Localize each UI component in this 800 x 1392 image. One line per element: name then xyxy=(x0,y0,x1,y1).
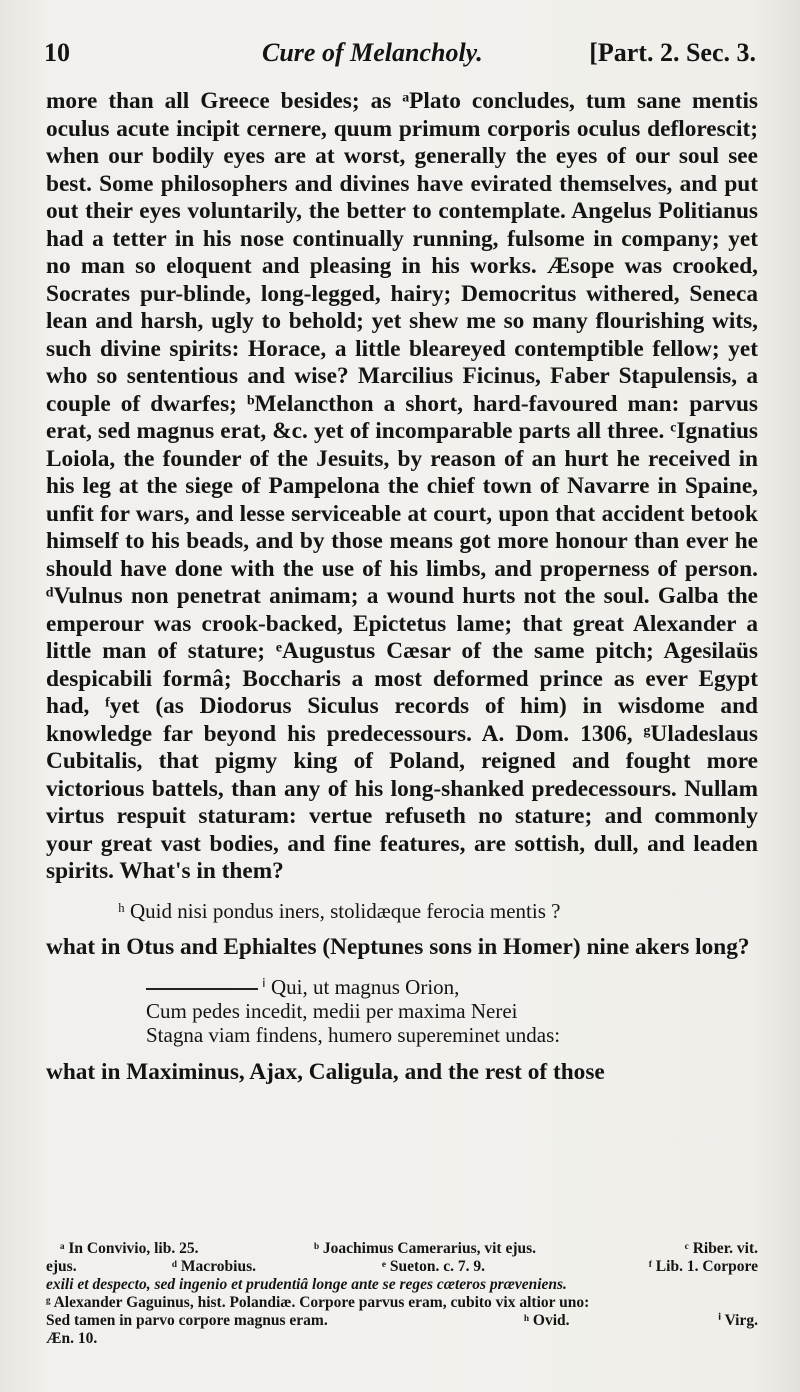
verse-line-3: Stagna viam findens, humero supereminet undas: xyxy=(146,1023,561,1047)
running-header xyxy=(44,34,756,74)
footnote-line-4 xyxy=(46,1294,758,1312)
verse-quote-virgil xyxy=(146,975,758,1047)
footnote-line-5 xyxy=(46,1312,758,1330)
footnote-e: ᵉ Sueton. c. 7. 9. xyxy=(382,1258,486,1275)
footnote-line-3 xyxy=(46,1276,758,1294)
verse-line-2: Cum pedes incedit, medii per maxima Nerei xyxy=(146,999,518,1023)
footnote-h: ʰ Ovid. xyxy=(524,1312,570,1329)
footnote-a: ᵃ In Convivio, lib. 25. xyxy=(60,1240,199,1257)
main-text xyxy=(46,88,758,1087)
footnote-f-cont: exili et despecto, sed ingenio et prudentiâ longe ante se reges cæteros præveniens. xyxy=(46,1276,567,1293)
verse-quote-ovid: ʰ Quid nisi pondus iners, stolidæque ferocia mentis ? xyxy=(118,898,561,923)
verse-line-1: ⁱ Qui, ut magnus Orion, xyxy=(146,975,758,999)
footnote-b: ᵇ Joachimus Camerarius, vit ejus. xyxy=(314,1240,537,1257)
footnote-i-cont: Æn. 10. xyxy=(46,1330,98,1347)
page-number: 10 xyxy=(44,38,70,67)
paragraph-2: what in Otus and Ephialtes (Neptunes sons in Homer) nine akers long? xyxy=(46,933,750,960)
footnote-d: ᵈ Macrobius. xyxy=(172,1258,256,1275)
paragraph-3: what in Maximinus, Ajax, Caligula, and the rest of those xyxy=(46,1059,605,1085)
footnote-i: ⁱ Virg. xyxy=(718,1312,758,1329)
footnote-line-2 xyxy=(46,1258,758,1276)
footnote-g: ᵍ Alexander Gaguinus, hist. Polandiæ. Corpore parvus eram, cubito vix altior uno: xyxy=(46,1294,590,1311)
footnote-c: ᶜ Riber. vit. xyxy=(684,1240,758,1257)
footnote-c-cont: ejus. xyxy=(46,1258,77,1275)
footnote-line-1 xyxy=(46,1240,758,1258)
paragraph-1: more than all Greece besides; as ᵃPlato concludes, tum sane mentis oculus acute incipit cernere, quum primum corporis oculus deflorescit; when our bodily eyes are at worst, generally the eyes of our soul see best. Some philosophers and divines have evirated themselves, and put out their eyes voluntarily, the better to contemplate. Angelus Politianus had a tetter in his nose continually running, fulsome in company; yet no man so eloquent and pleasing in his works. Æsope was crooked, Socrates pur-blinde, long-legged, hairy; Democritus withered, Seneca lean and harsh, ugly to behold; yet shew me so many flourishing wits, such divine spirits: Horace, a little bleareyed contemptible fellow; yet who so sententious and wise? Marcilius Ficinus, Faber Stapulensis, a couple of dwarfes; ᵇMelancthon a short, hard-favoured man: parvus erat, sed magnus erat, &c. yet of incomparable parts all three. ᶜIgnatius Loiola, the founder of the Jesuits, by reason of an hurt he received in his leg at the siege of Pampelona the chief town of Navarre in Spaine, unfit for wars, and lesse serviceable at court, upon that accident betook himself to his beads, and by those means got more honour than ever he should have done with the use of his limbs, and properness of person. ᵈVulnus non penetrat animam; a wound hurts not the soul. Galba the emperour was crook-backed, Epictetus lame; that great Alexander a little man of stature; ᵉAugustus Cæsar of the same pitch; Agesilaüs despicabili formâ; Boccharis a most deformed prince as ever Egypt had, ᶠyet (as Diodorus Siculus records of him) in wisdome and knowledge far beyond his predecessours. A. Dom. 1306, ᵍUladeslaus Cubitalis, that pigmy king of Poland, reigned and fought more victorious battels, than any of his long-shanked predecessours. Nullam virtus respuit staturam: vertue refuseth no stature; and commonly your great vast bodies, and fine features, are sottish, dull, and leaden spirits. What's in them? xyxy=(46,88,758,884)
footnote-f: ᶠ Lib. 1. Corpore xyxy=(648,1258,758,1275)
verse-dash xyxy=(146,988,258,990)
running-title: Cure of Melancholy. xyxy=(262,38,483,67)
footnotes xyxy=(46,1240,758,1348)
section-reference: [Part. 2. Sec. 3. xyxy=(589,38,756,67)
footnote-line-6 xyxy=(46,1330,758,1348)
footnote-g-cont: Sed tamen in parvo corpore magnus eram. xyxy=(46,1312,328,1329)
